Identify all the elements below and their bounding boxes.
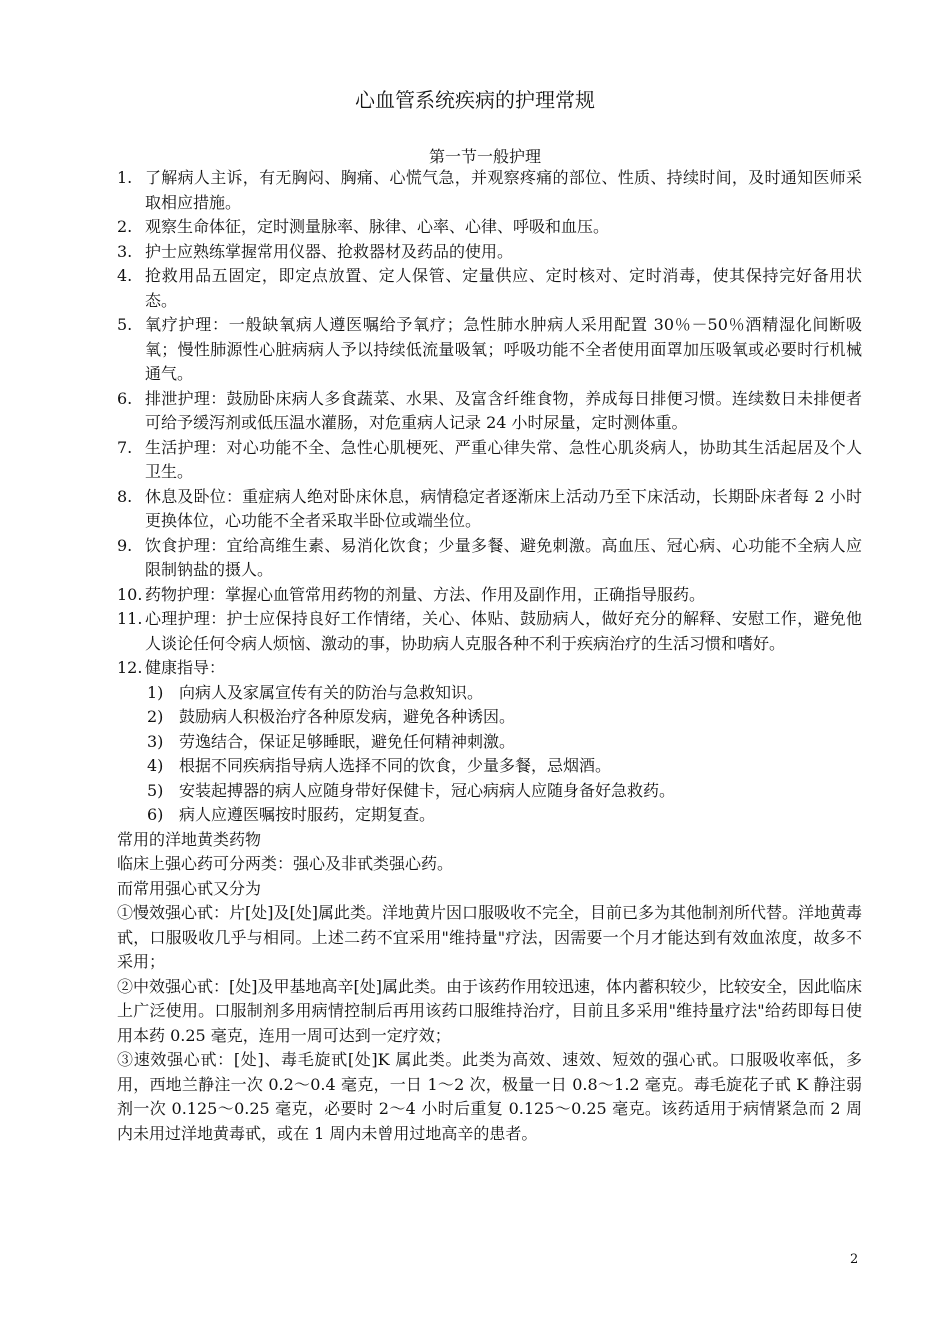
list-item-text: 生活护理：对心功能不全、急性心肌梗死、严重心律失常、急性心肌炎病人，协助其生活起居及个人卫生。 <box>145 437 862 481</box>
list-item <box>117 215 862 240</box>
sub-list-item-text: 劳逸结合，保证足够睡眠，避免任何精神刺激。 <box>179 731 516 751</box>
paragraph: ①慢效强心甙：片[处]及[处]属此类。洋地黄片因口服吸收不完全，目前已多为其他制剂所代替。洋地黄毒甙，口服吸收几乎与相同。上述二药不宜采用"维持量"疗法，因需要一个月才能达到有效血浓度，故多不采用； <box>117 903 862 971</box>
paragraph: ②中效强心甙：[处]及甲基地高辛[处]属此类。由于该药作用较迅速，体内蓄积较少，比较安全，因此临床上广泛使用。口服制剂多用病情控制后再用该药口服维持治疗，目前且多采用"维持量疗法"给药即每日使用本药 0.25 毫克，连用一周可达到一定疗效； <box>117 976 862 1045</box>
list-item-number: 7. <box>117 437 133 457</box>
list-item-number: 11. <box>117 609 143 628</box>
list-item-number: 3. <box>117 241 133 261</box>
list-item-text: 休息及卧位：重症病人绝对卧床休息，病情稳定者逐渐床上活动乃至下床活动，长期卧床者每 2 小时更换体位，心功能不全者采取半卧位或端坐位。 <box>145 486 862 530</box>
sub-list-item-number: 1) <box>147 682 164 702</box>
list-item-number: 9. <box>117 535 133 555</box>
list-item-number: 12. <box>117 658 143 677</box>
section-title: 第一节一般护理 <box>428 147 541 166</box>
list-item-number: 5. <box>117 315 133 334</box>
list-item-text: 心理护理：护士应保持良好工作情绪，关心、体贴、鼓励病人，做好充分的解释、安慰工作，避免他人谈论任何令病人烦恼、激动的事，协助病人克服各种不利于疾病治疗的生活习惯和嗜好。 <box>145 609 862 653</box>
list-item-number: 6. <box>117 388 133 408</box>
sub-list-item <box>117 681 862 706</box>
sub-list-item-text: 向病人及家属宣传有关的防治与急救知识。 <box>179 682 484 702</box>
sub-list-item <box>117 779 862 804</box>
list-item-number: 4. <box>117 266 133 285</box>
list-item-text: 饮食护理：宜给高维生素、易消化饮食；少量多餐、避免刺激。高血压、冠心病、心功能不全病人应限制钠盐的摄人。 <box>145 535 862 579</box>
paragraph: 常用的洋地黄类药物 <box>117 829 262 849</box>
sub-list-item-number: 6) <box>147 805 164 824</box>
list-item-text: 健康指导： <box>145 658 226 677</box>
sub-list-item-number: 2) <box>147 707 164 726</box>
list-item <box>117 534 862 583</box>
list-item-text: 抢救用品五固定，即定点放置、定人保管、定量供应、定时核对、定时消毒，使其保持完好备用状态。 <box>145 266 862 310</box>
list-item <box>117 166 862 215</box>
list-item <box>117 387 862 436</box>
sub-list-item <box>117 730 862 755</box>
list-item <box>117 240 862 265</box>
list-item <box>117 656 862 681</box>
list-item-text: 氧疗护理：一般缺氧病人遵医嘱给予氧疗；急性肺水肿病人采用配置 30％－50％酒精湿化间断吸氧；慢性肺源性心脏病病人予以持续低流量吸氧；呼吸功能不全者使用面罩加压吸氧或必要时行机械通气。 <box>145 315 862 383</box>
page-number: 2 <box>850 1252 859 1267</box>
list-item <box>117 607 862 656</box>
list-item <box>117 485 862 534</box>
paragraph: 而常用强心甙又分为 <box>117 878 262 898</box>
sub-list-item-text: 鼓励病人积极治疗各种原发病，避免各种诱因。 <box>179 707 516 726</box>
list-item <box>117 436 862 485</box>
page-title: 心血管系统疾病的护理常规 <box>355 88 595 112</box>
list-item-number: 8. <box>117 486 133 506</box>
paragraph: ③速效强心甙：[处]、毒毛旋甙[处]K 属此类。此类为高效、速效、短效的强心甙。口服吸收率低，多用，西地兰静注一次 0.2～0.4 毫克，一日 1～2 次，极量一日 0.8～1.2 毫克。毒毛旋花子甙 K 静注弱剂一次 0.125～0.25 毫克，必要时 2～4 小时后重复 0.125～0.25 毫克。该药适用于病情紧急而 2 周内未用过洋地黄毒甙，或在 1 周内未曾用过地高辛的患者。 <box>117 1050 862 1143</box>
sub-list-item-text: 根据不同疾病指导病人选择不同的饮食，少量多餐，忌烟酒。 <box>179 756 612 775</box>
list-item <box>117 583 862 608</box>
sub-list-item-text: 病人应遵医嘱按时服药，定期复查。 <box>179 805 436 824</box>
sub-list-item-number: 4) <box>147 756 164 775</box>
list-item <box>117 313 862 387</box>
sub-list-item-text: 安装起搏器的病人应随身带好保健卡，冠心病病人应随身备好急救药。 <box>179 780 676 800</box>
list-item-text: 排泄护理：鼓励卧床病人多食蔬菜、水果、及富含纤维食物，养成每日排便习惯。连续数日未排便者可给予缓泻剂或低压温水灌肠，对危重病人记录 24 小时尿量，定时测体重。 <box>145 388 862 432</box>
sub-list-item-number: 5) <box>147 780 164 800</box>
sub-list-item <box>117 705 862 730</box>
list-item-text: 药物护理：掌握心血管常用药物的剂量、方法、作用及副作用，正确指导服药。 <box>145 584 706 604</box>
sub-list-item <box>117 754 862 779</box>
sub-list-item <box>117 803 862 828</box>
sub-list-item-number: 3) <box>147 731 164 751</box>
list-item <box>117 264 862 313</box>
list-item-number: 10. <box>117 584 143 604</box>
list-item-number: 1. <box>117 168 133 187</box>
paragraph: 临床上强心药可分两类：强心及非甙类强心药。 <box>117 854 454 873</box>
document-body <box>117 166 862 1146</box>
list-item-number: 2. <box>117 217 133 236</box>
list-item-text: 观察生命体征，定时测量脉率、脉律、心率、心律、呼吸和血压。 <box>145 217 610 236</box>
list-item-text: 护士应熟练掌握常用仪器、抢救器材及药品的使用。 <box>145 241 514 261</box>
list-item-text: 了解病人主诉，有无胸闷、胸痛、心慌气急，并观察疼痛的部位、性质、持续时间，及时通知医师采取相应措施。 <box>145 168 862 212</box>
